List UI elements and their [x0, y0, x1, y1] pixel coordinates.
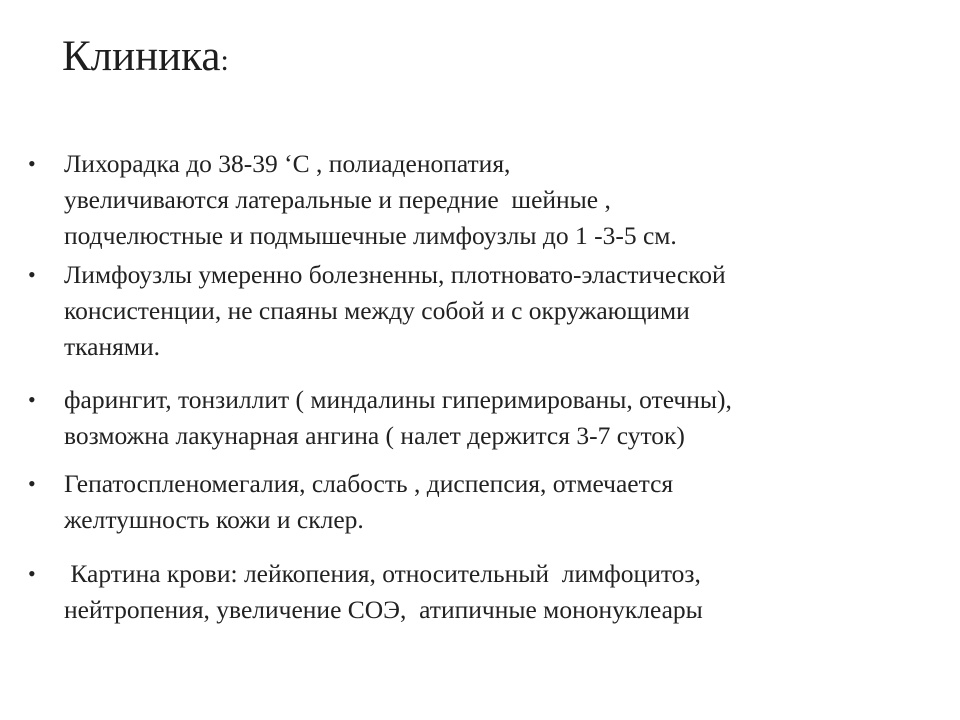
bullet-dot-icon: •: [28, 561, 36, 586]
slide-title: [62, 28, 229, 90]
bullet-line: консистенции, не спаяны между собой и с окружающими: [64, 296, 690, 325]
bullet-line: Гепатоспленомегалия, слабость , диспепсия, отмечается: [64, 469, 674, 498]
bullet-item-hepatosplenomegaly: [0, 466, 960, 538]
bullet-dot-icon: •: [28, 471, 36, 496]
bullet-line: Лихорадка до 38-39 ‘С , полиаденопатия,: [64, 149, 511, 178]
bullet-item-fever: [0, 146, 960, 254]
bullet-dot-icon: •: [28, 151, 36, 176]
bullet-line: фарингит, тонзиллит ( миндалины гиперимированы, отечны),: [64, 385, 732, 414]
bullet-line: Лимфоузлы умеренно болезненны, плотновато-эластической: [64, 260, 726, 289]
bullet-dot-icon: •: [28, 387, 36, 412]
bullet-list: [0, 138, 960, 628]
bullet-item-pharyngitis: [0, 382, 960, 454]
slide-title-text: Клиника: [62, 33, 221, 80]
bullet-line: нейтропения, увеличение СОЭ, атипичные мононуклеары: [64, 595, 703, 624]
bullet-dot-icon: •: [28, 262, 36, 287]
bullet-line: тканями.: [64, 332, 160, 361]
bullet-line: подчелюстные и подмышечные лимфоузлы до 1 -3-5 см.: [64, 221, 677, 250]
bullet-item-lymph-nodes: [0, 257, 960, 365]
bullet-item-blood-picture: [0, 556, 960, 628]
slide-title-colon: :: [220, 44, 229, 77]
bullet-line: возможна лакунарная ангина ( налет держится 3-7 суток): [64, 421, 685, 450]
bullet-line: увеличиваются латеральные и передние шейные ,: [64, 185, 611, 214]
bullet-line: Картина крови: лейкопения, относительный лимфоцитоз,: [64, 559, 701, 588]
bullet-line: желтушность кожи и склер.: [64, 505, 364, 534]
